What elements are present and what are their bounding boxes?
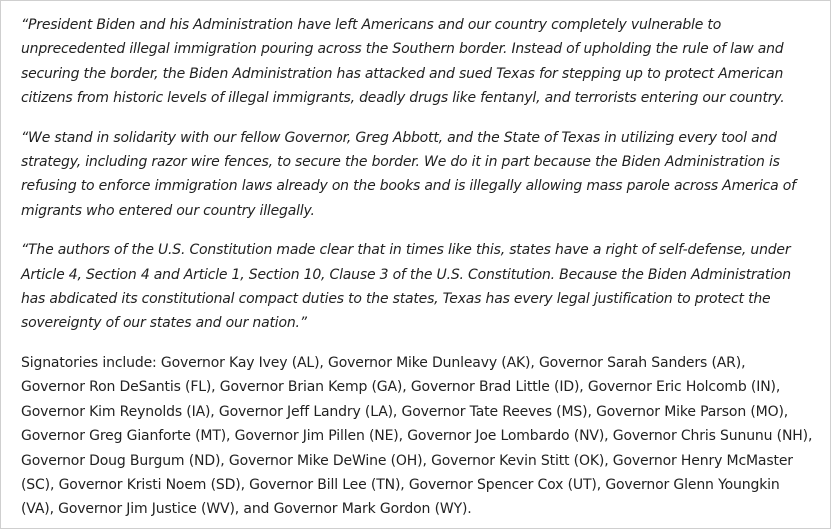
statement-body xyxy=(21,13,813,522)
signatories-paragraph: Signatories include: Governor Kay Ivey (AL), Governor Mike Dunleavy (AK), Governor Sarah Sanders (AR), Governor Ron DeSantis (FL), Governor Brian Kemp (GA), Governor Brad Little (ID), Governor Eric Holcomb (IN), Governor Kim Reynolds (IA), Governor Jeff Landry (LA), Governor Tate Reeves (MS), Governor Mike Parson (MO), Governor Greg Gianforte (MT), Governor Jim Pillen (NE), Governor Joe Lombardo (NV), Governor Chris Sununu (NH), Governor Doug Burgum (ND), Governor Mike DeWine (OH), Governor Kevin Stitt (OK), Governor Henry McMaster (SC), Governor Kristi Noem (SD), Governor Bill Lee (TN), Governor Spencer Cox (UT), Governor Glenn Youngkin (VA), Governor Jim Justice (WV), and Governor Mark Gordon (WY). xyxy=(21,354,813,518)
quote-paragraph-1: “President Biden and his Administration have left Americans and our country completely vulnerable to unprecedented illegal immigration pouring across the Southern border. Instead of upholding the rule of law and securing the border, the Biden Administration has attacked and sued Texas for stepping up to protect American citizens from historic levels of illegal immigrants, deadly drugs like fentanyl, and terrorists entering our country. xyxy=(21,17,785,107)
quote-paragraph-2: “We stand in solidarity with our fellow Governor, Greg Abbott, and the State of Texas in utilizing every tool and strategy, including razor wire fences, to secure the border. We do it in part because the Biden Administration is refusing to enforce immigration laws already on the books and is illegally allowing mass parole across America of migrants who entered our country illegally. xyxy=(21,129,796,219)
quote-paragraph-3: “The authors of the U.S. Constitution made clear that in times like this, states have a right of self-defense, under Article 4, Section 4 and Article 1, Section 10, Clause 3 of the U.S. Constitution. Because the Biden Administration has abdicated its constitutional compact duties to the states, Texas has every legal justification to protect the sovereignty of our states and our nation.” xyxy=(21,242,791,332)
